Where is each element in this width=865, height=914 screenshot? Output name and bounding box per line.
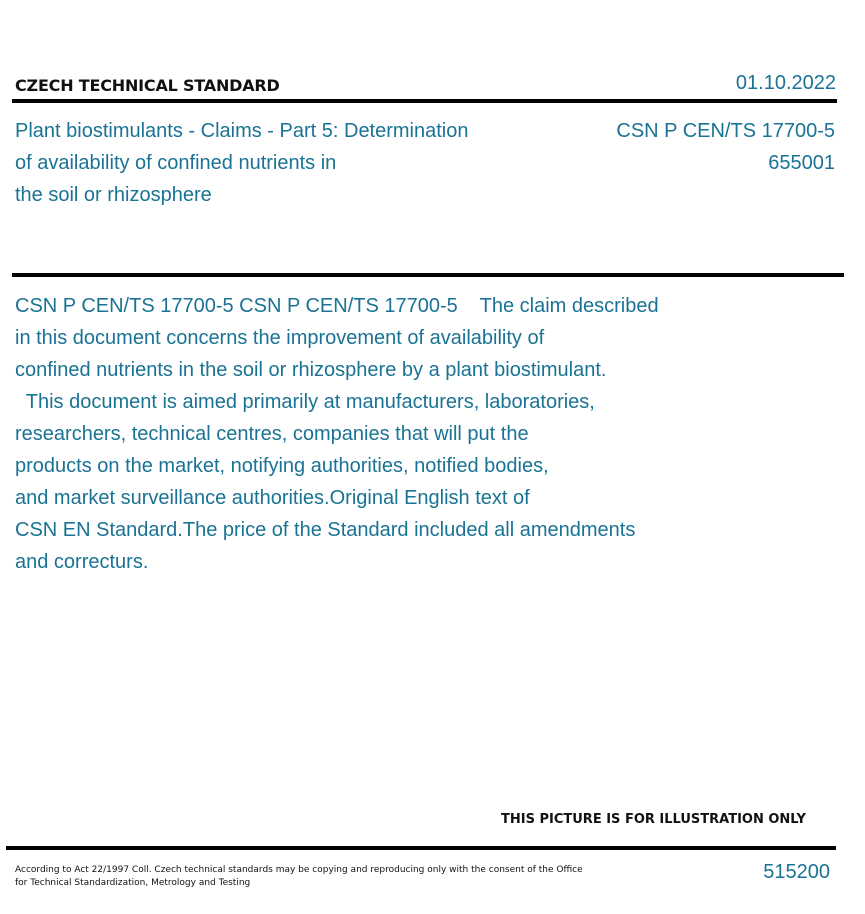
legal-notice <box>15 864 583 890</box>
abstract-text <box>15 290 735 578</box>
abstract-line: researchers, technical centres, companies that will put the <box>15 423 529 445</box>
standard-class-number: 655001 <box>768 152 835 174</box>
abstract-line: and correcturs. <box>15 551 149 573</box>
legal-notice-line: According to Act 22/1997 Coll. Czech technical standards may be copying and reproducing only with the consent of the Office <box>15 865 583 875</box>
abstract-line: This document is aimed primarily at manufacturers, laboratories, <box>15 391 595 413</box>
standard-title-line: the soil or rhizosphere <box>15 184 212 206</box>
standard-title-line: Plant biostimulants - Claims - Part 5: Determination <box>15 120 469 142</box>
title-divider <box>12 273 844 277</box>
abstract-line: confined nutrients in the soil or rhizosphere by a plant biostimulant. <box>15 359 607 381</box>
standard-identifier <box>616 115 835 179</box>
standard-title <box>15 115 535 211</box>
document-type-heading: CZECH TECHNICAL STANDARD <box>15 76 280 95</box>
abstract-line: CSN P CEN/TS 17700-5 CSN P CEN/TS 17700-5 The claim described <box>15 295 659 317</box>
footer-divider <box>6 846 836 850</box>
illustration-disclaimer: THIS PICTURE IS FOR ILLUSTRATION ONLY <box>501 812 806 827</box>
abstract-line: CSN EN Standard.The price of the Standard included all amendments <box>15 519 636 541</box>
abstract-line: and market surveillance authorities.Original English text of <box>15 487 530 509</box>
legal-notice-line: for Technical Standardization, Metrology and Testing <box>15 878 251 888</box>
abstract-line: products on the market, notifying authorities, notified bodies, <box>15 455 549 477</box>
price-code: 515200 <box>763 861 830 883</box>
standard-title-line: of availability of confined nutrients in <box>15 152 337 174</box>
standard-code: CSN P CEN/TS 17700-5 <box>616 120 835 142</box>
publication-date: 01.10.2022 <box>735 72 836 94</box>
abstract-line: in this document concerns the improvement of availability of <box>15 327 545 349</box>
header-divider <box>12 99 837 103</box>
